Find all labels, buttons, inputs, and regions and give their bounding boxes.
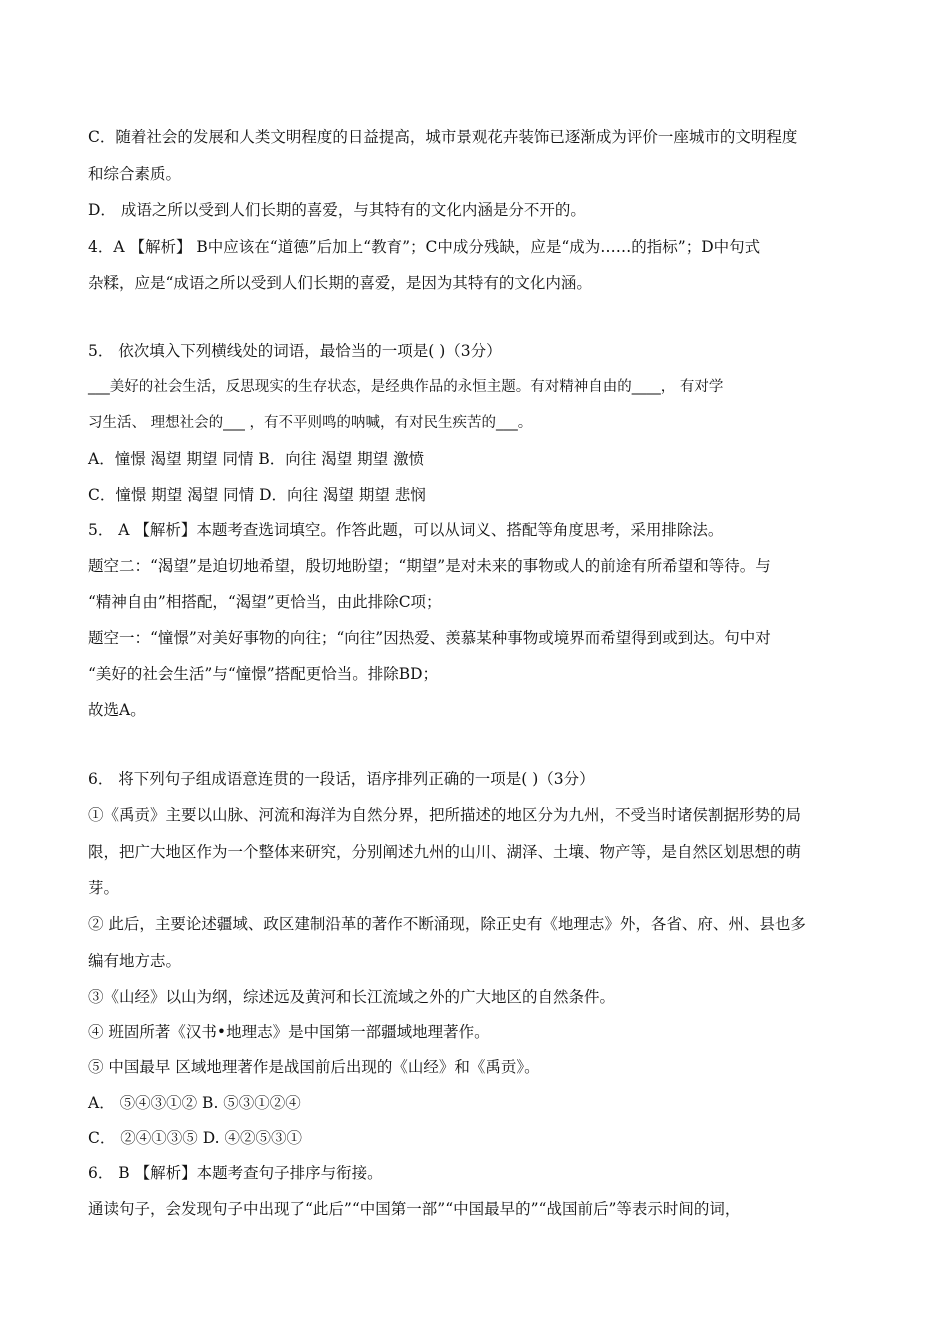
answer-5-blank1-cont: “美好的社会生活”与“憧憬”搭配更恰当。排除BD； <box>88 665 439 683</box>
question-5-options-ab: A．憧憬 渴望 期望 同情 B．向往 渴望 期望 激愤 <box>88 450 425 468</box>
sentence-2-cont: 编有地方志。 <box>88 952 182 970</box>
question-5-stem: 5． 依次填入下列横线处的词语，最恰当的一项是( )（3分） <box>88 342 502 360</box>
answer-5: 5． A 【解析】本题考查选词填空。作答此题，可以从词义、搭配等角度思考，采用排除法。 <box>88 521 724 539</box>
sentence-1-end: 芽。 <box>88 879 120 897</box>
sentence-1: ①《禹贡》主要以山脉、河流和海洋为自然分界，把所描述的地区分为九州，不受当时诸侯割据形势的局 <box>88 806 802 824</box>
answer-6: 6． B 【解析】本题考查句子排序与衔接。 <box>88 1164 383 1182</box>
question-6-stem: 6． 将下列句子组成语意连贯的一段话，语序排列正确的一项是( )（3分） <box>88 770 595 788</box>
answer-6-explanation: 通读句子，会发现句子中出现了“此后”“中国第一部”“中国最早的”“战国前后”等表示时间的词， <box>88 1200 741 1218</box>
answer-4-cont: 杂糅，应是“成语之所以受到人们长期的喜爱，是因为其特有的文化内涵。 <box>88 274 592 292</box>
question-6-options-cd: C． ②④①③⑤ D. ④②⑤③① <box>88 1129 302 1147</box>
sentence-4: ④ 班固所著《汉书•地理志》是中国第一部疆域地理著作。 <box>88 1023 490 1041</box>
option-d: D． 成语之所以受到人们长期的喜爱，与其特有的文化内涵是分不开的。 <box>88 201 586 219</box>
question-5-passage: ___美好的社会生活，反思现实的生存状态，是经典作品的永恒主题。有对精神自由的____， 有对学 <box>88 379 724 395</box>
sentence-5: ⑤ 中国最早 区域地理著作是战国前后出现的《山经》和《禹贡》。 <box>88 1058 540 1076</box>
question-6-options-ab: A． ⑤④③①② B. ⑤③①②④ <box>88 1094 301 1112</box>
answer-5-blank2-cont: “精神自由”相搭配，“渴望”更恰当，由此排除C项； <box>88 593 442 611</box>
question-5-passage-cont: 习生活、 理想社会的___ ，有不平则鸣的呐喊，有对民生疾苦的___。 <box>88 415 533 431</box>
answer-4: 4．A 【解析】 B中应该在“道德”后加上“教育”；C中成分残缺，应是“成为……的指标”；D中句式 <box>88 238 761 256</box>
question-5-options-cd: C．憧憬 期望 渴望 同情 D．向往 渴望 期望 悲悯 <box>88 486 426 504</box>
option-c-cont: 和综合素质。 <box>88 165 182 183</box>
sentence-3: ③《山经》以山为纲，综述远及黄河和长江流域之外的广大地区的自然条件。 <box>88 988 616 1006</box>
sentence-2: ② 此后，主要论述疆域、政区建制沿革的著作不断涌现，除正史有《地理志》外，各省、府、州、县也多 <box>88 915 806 933</box>
answer-5-conclusion: 故选A。 <box>88 701 146 719</box>
answer-5-blank2: 题空二：“渴望”是迫切地希望，殷切地盼望；“期望”是对未来的事物或人的前途有所希望和等待。与 <box>88 557 771 575</box>
option-c: C．随着社会的发展和人类文明程度的日益提高，城市景观花卉装饰已逐渐成为评价一座城市的文明程度 <box>88 128 798 146</box>
answer-5-blank1: 题空一：“憧憬”对美好事物的向往；“向往”因热爱、羡慕某种事物或境界而希望得到或到达。句中对 <box>88 629 771 647</box>
sentence-1-cont: 限，把广大地区作为一个整体来研究，分别阐述九州的山川、湖泽、土壤、物产等，是自然区划思想的萌 <box>88 843 802 861</box>
